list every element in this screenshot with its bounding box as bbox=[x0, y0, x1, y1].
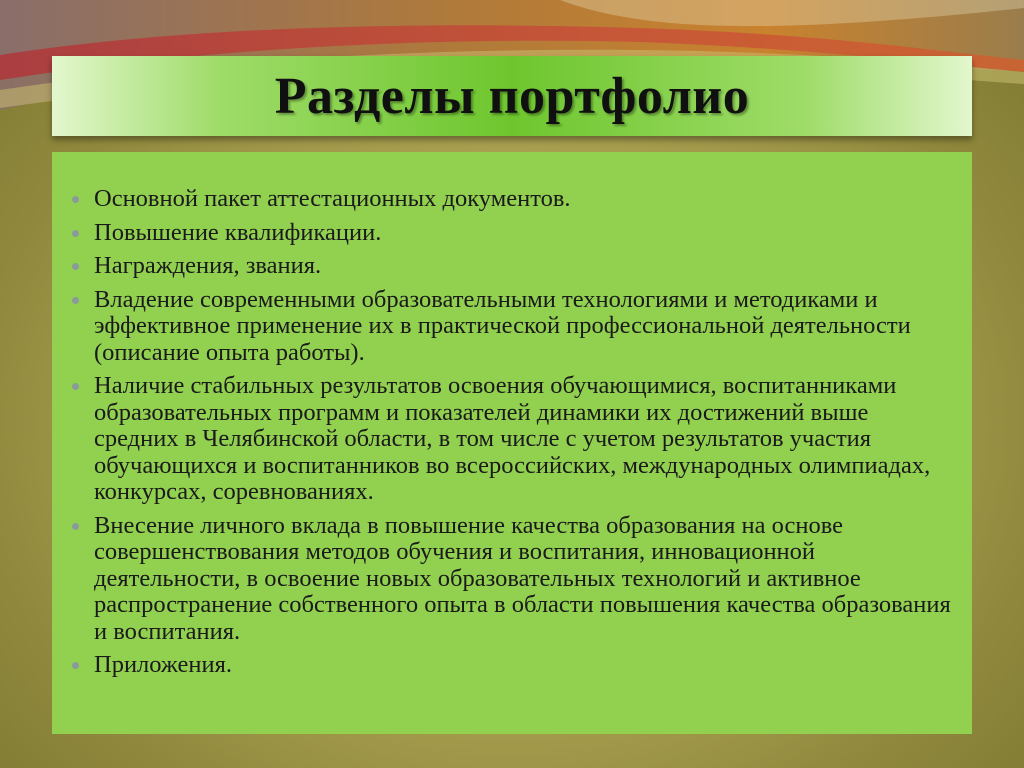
list-item bbox=[72, 287, 952, 367]
bullet-list bbox=[72, 186, 952, 679]
list-item bbox=[72, 186, 952, 213]
list-item-text: Основной пакет аттестационных документов. bbox=[94, 185, 571, 212]
bullet-icon bbox=[72, 230, 79, 237]
list-item bbox=[72, 220, 952, 247]
list-item-text: Приложения. bbox=[94, 651, 233, 678]
bullet-icon bbox=[72, 383, 79, 390]
content-box bbox=[52, 152, 972, 734]
slide-title: Разделы портфолио bbox=[274, 67, 750, 125]
bullet-icon bbox=[72, 297, 79, 304]
list-item-text: Награждения, звания. bbox=[94, 252, 322, 279]
list-item-text: Владение современными образовательными технологиями и методиками и эффективное применение их в практической профессиональной деятельности (описание опыта работы). bbox=[94, 285, 911, 366]
title-bar bbox=[52, 56, 972, 136]
list-item-text: Наличие стабильных результатов освоения обучающимися, воспитанниками образовательных программ и показателей динамики их достижений выше средних в Челябинской области, в том числе с учетом результатов участия обучающихся и воспитанников во всероссийских, международных олимпиадах, конкурсах, соревнованиях. bbox=[94, 372, 931, 505]
bullet-icon bbox=[72, 196, 79, 203]
bullet-icon bbox=[72, 662, 79, 669]
list-item-text: Внесение личного вклада в повышение качества образования на основе совершенствования методов обучения и воспитания, инновационной деятельности, в освоение новых образовательных технологий и активное распространение собственного опыта в области повышения качества образования и воспитания. bbox=[94, 511, 951, 645]
list-item bbox=[72, 373, 952, 506]
list-item bbox=[72, 652, 952, 679]
bullet-icon bbox=[72, 263, 79, 270]
list-item bbox=[72, 513, 952, 646]
bullet-icon bbox=[72, 523, 79, 530]
list-item-text: Повышение квалификации. bbox=[94, 218, 382, 246]
list-item bbox=[72, 253, 952, 280]
